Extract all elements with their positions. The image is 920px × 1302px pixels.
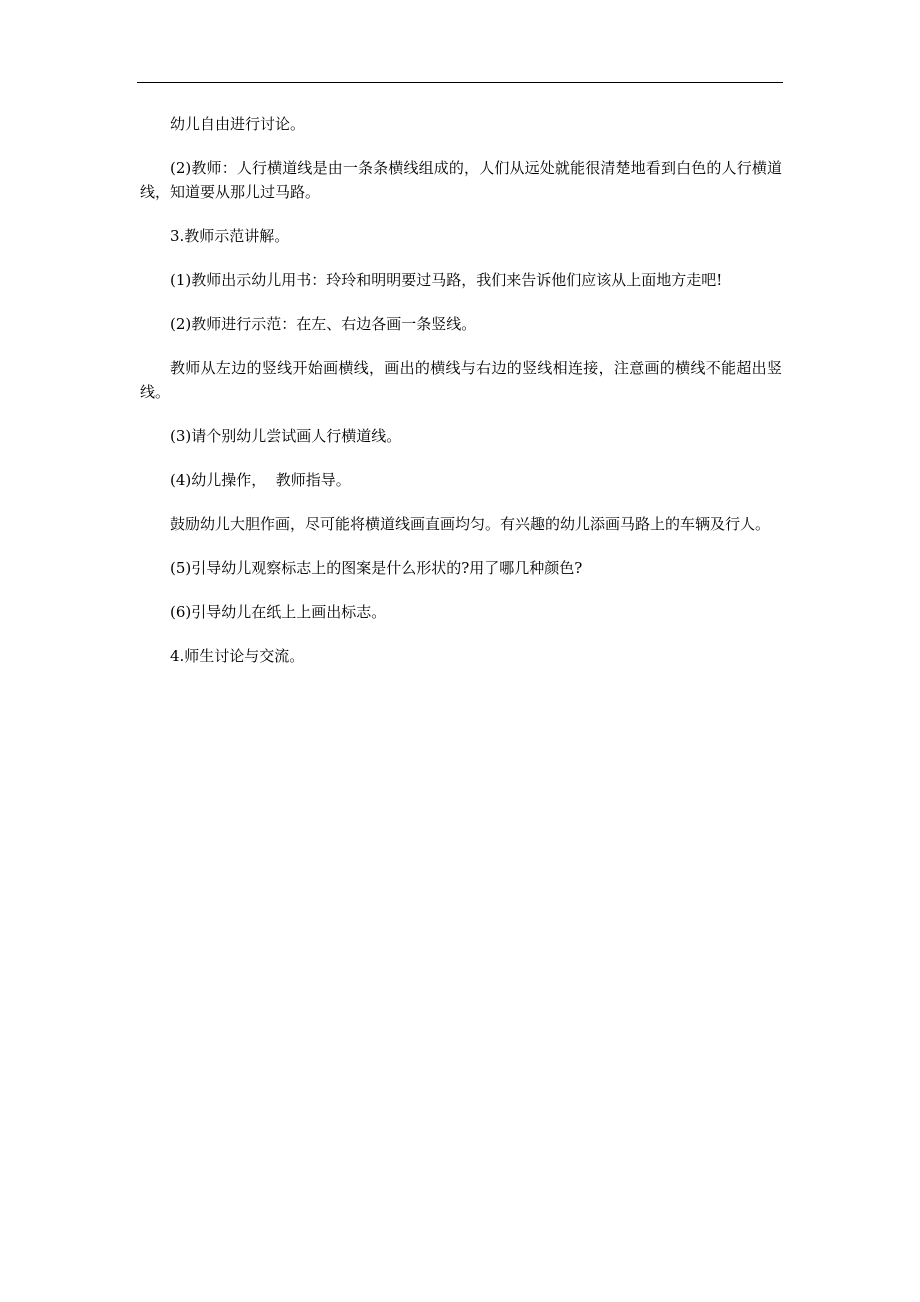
- paragraph: (2)教师进行示范：在左、右边各画一条竖线。: [170, 315, 477, 333]
- paragraph: (3)请个别幼儿尝试画人行横道线。: [170, 427, 402, 445]
- paragraph: (1)教师出示幼儿用书：玲玲和明明要过马路，我们来告诉他们应该从上面地方走吧!: [170, 271, 723, 289]
- document-body: [140, 112, 782, 688]
- paragraph: 鼓励幼儿大胆作画，尽可能将横道线画直画均匀。有兴趣的幼儿添画马路上的车辆及行人。: [170, 515, 771, 533]
- paragraph: 教师从左边的竖线开始画横线，画出的横线与右边的竖线相连接，注意画的横线不能超出竖线。: [140, 359, 782, 401]
- paragraph: 3.教师示范讲解。: [170, 227, 290, 245]
- paragraph: (5)引导幼儿观察标志上的图案是什么形状的?用了哪几种颜色?: [170, 559, 583, 577]
- paragraph: (4)幼儿操作， 教师指导。: [170, 471, 351, 489]
- paragraph: (2)教师：人行横道线是由一条条横线组成的，人们从远处就能很清楚地看到白色的人行横道线，知道要从那儿过马路。: [140, 159, 782, 201]
- header-rule: [137, 82, 783, 83]
- paragraph: (6)引导幼儿在纸上上画出标志。: [170, 603, 387, 621]
- paragraph: 幼儿自由进行讨论。: [170, 115, 306, 133]
- paragraph: 4.师生讨论与交流。: [170, 647, 305, 665]
